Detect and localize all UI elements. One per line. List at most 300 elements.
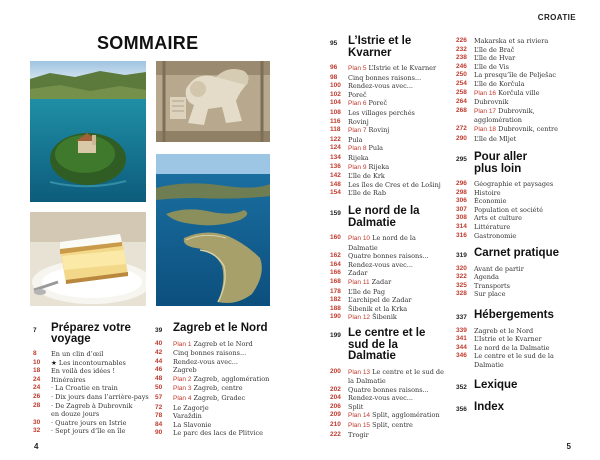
toc-entry[interactable] (330, 136, 445, 145)
toc-entry[interactable] (330, 82, 445, 91)
toc-entry-text (173, 404, 209, 413)
plan-label: Plan 18 (474, 125, 497, 133)
toc-entry-page: 344 (456, 343, 467, 351)
toc-entry-label: En voilà des idées ! (51, 367, 116, 376)
toc-entry-text (348, 64, 436, 74)
section-zagreb (155, 323, 285, 438)
lion-relief-photo (156, 61, 270, 142)
toc-entry-text (474, 80, 524, 89)
toc-entry-text (348, 91, 367, 100)
toc-entry[interactable] (330, 269, 445, 278)
toc-entry[interactable] (456, 71, 581, 80)
toc-entry-label: Rovinj (368, 126, 390, 135)
toc-entry-page: 48 (155, 374, 163, 382)
toc-entry-text (348, 189, 386, 198)
toc-entry-label: Rendez-vous avec... (173, 357, 238, 366)
toc-entry-label: Histoire (474, 188, 501, 197)
toc-entry-text (173, 384, 243, 394)
toc-entry-label: en douze jours (51, 410, 100, 419)
toc-entry[interactable] (330, 278, 445, 288)
toc-entry[interactable] (155, 366, 285, 375)
toc-entry[interactable] (330, 91, 445, 100)
toc-entry-text (348, 181, 441, 190)
toc-entry-page: 57 (155, 394, 163, 402)
toc-entry-page: 166 (330, 269, 341, 277)
toc-entry-label: Gastronomie (474, 231, 517, 240)
toc-entry-page: 26 (33, 392, 41, 400)
toc-entry-label: L’île de Mljet (474, 134, 517, 143)
toc-entry-text (348, 82, 413, 91)
toc-entry[interactable] (330, 368, 445, 386)
toc-entry-label: · La Croatie en train (51, 384, 118, 393)
toc-entry-label: Zagreb et le Nord (193, 339, 253, 348)
toc-entry-page: 200 (330, 367, 341, 375)
toc-entry[interactable] (330, 261, 445, 270)
toc-entry-text (173, 429, 263, 438)
toc-entry-text (474, 71, 556, 80)
toc-entry-page: 46 (155, 366, 163, 374)
plan-label: Plan 16 (474, 89, 497, 97)
plan-label: Plan 5 (348, 65, 367, 72)
plan-label: Plan 9 (348, 163, 367, 171)
toc-entry-label: L’île de Rab (348, 189, 387, 198)
section-lexique (456, 380, 581, 392)
entries-list (330, 368, 445, 440)
toc-entry-text (51, 359, 126, 368)
toc-entry-page: 118 (330, 126, 341, 134)
toc-entry[interactable] (330, 99, 445, 109)
toc-entry[interactable] (456, 180, 581, 189)
toc-entry-label: Arts et culture (474, 214, 522, 223)
toc-entry[interactable] (456, 54, 581, 63)
toc-entry-label: Zagreb, agglomération (193, 374, 270, 383)
toc-entry-page: 122 (330, 135, 341, 143)
cream-cake-photo (30, 212, 146, 306)
toc-entry-page: 296 (456, 180, 467, 187)
toc-entry[interactable] (330, 154, 445, 163)
toc-entry-label: Zadar (348, 269, 368, 278)
toc-entry-text (474, 197, 507, 206)
toc-entry[interactable] (330, 313, 445, 323)
toc-entry-label: L’île de Hvar (474, 54, 516, 63)
toc-entry-label: Rendez-vous avec... (348, 260, 413, 269)
toc-entry-text (474, 290, 505, 299)
toc-entry-text (348, 288, 385, 297)
toc-entry-page: 325 (456, 281, 467, 289)
toc-entry[interactable] (456, 232, 581, 241)
toc-entry-page: 100 (330, 82, 341, 90)
section-page-number: 295 (456, 156, 467, 163)
toc-entry-text (474, 282, 510, 291)
toc-entry-page: 164 (330, 260, 341, 268)
toc-entry[interactable] (456, 206, 581, 215)
toc-entry-label: Rovinj (348, 117, 369, 126)
section-title: Le nord de la Dalmatie (348, 205, 420, 229)
toc-entry-text (348, 261, 413, 270)
toc-entry-page: 210 (330, 421, 341, 429)
toc-entry-text (474, 327, 533, 336)
section-istrie (330, 36, 445, 198)
toc-entry-page: 202 (330, 385, 341, 393)
toc-entry-page: 134 (330, 153, 341, 161)
section-page-number: 356 (456, 406, 467, 413)
section-index (456, 402, 581, 414)
toc-entry-label: Dubrovnik, centre (498, 124, 558, 133)
running-head: CROATIE (537, 13, 576, 22)
toc-entry-text (348, 118, 369, 127)
toc-entry[interactable] (456, 189, 581, 198)
toc-entry[interactable] (330, 163, 445, 173)
entries-list (330, 64, 445, 198)
star-icon: ★ (51, 358, 57, 367)
toc-entry-page: 18 (33, 367, 41, 375)
toc-entry[interactable] (330, 288, 445, 297)
toc-entry-page: 188 (330, 304, 341, 312)
toc-entry-label: Itinéraires (51, 375, 86, 384)
toc-entry-page: 307 (456, 205, 467, 213)
toc-entry-text (474, 46, 514, 55)
section-page-number: 7 (33, 327, 37, 334)
toc-entry-text (348, 252, 429, 261)
section-page-number: 319 (456, 252, 467, 259)
toc-entry-label: L’île de Krk (348, 172, 385, 181)
toc-entry-text (348, 313, 397, 323)
toc-entry-label: L’Istrie et le Kvarner (474, 335, 542, 344)
entries-list (456, 265, 581, 299)
toc-entry-page: 168 (330, 277, 341, 285)
section-centre-sud (330, 328, 445, 439)
toc-entry-page: 102 (330, 90, 341, 98)
toc-entry-text (348, 126, 389, 136)
toc-entry[interactable] (456, 223, 581, 232)
toc-entry-page: 8 (33, 350, 37, 357)
toc-entry-text (474, 335, 542, 344)
toc-entry-label: · Dix jours dans l’arrière-pays (51, 392, 149, 401)
toc-entry-text (348, 154, 369, 163)
plan-label: Plan 14 (348, 412, 371, 420)
toc-entry-page: 124 (330, 144, 341, 152)
toc-entry-label: L’île de Korčula (474, 79, 525, 88)
toc-entry[interactable] (155, 340, 285, 350)
toc-entry-text (348, 394, 413, 403)
toc-entry-text (474, 54, 515, 63)
toc-entry-text (474, 107, 581, 125)
section-title: Préparez votre voyage (51, 322, 131, 345)
plan-label: Plan 7 (348, 127, 367, 135)
toc-entry-label: Pula (368, 144, 384, 153)
toc-entry-text (348, 109, 415, 118)
toc-entry[interactable] (456, 46, 581, 55)
toc-entry-label: Quatre bonnes raisons... (348, 385, 429, 394)
toc-entry-label: Zagreb, Gradec (193, 394, 246, 403)
toc-entry[interactable] (33, 419, 153, 428)
toc-entry-label: L’Istrie et le Kvarner (368, 64, 437, 72)
toc-entry-page: 28 (33, 401, 41, 409)
toc-entry-page: 44 (155, 357, 163, 365)
toc-entry-label: Les incontournables (58, 358, 126, 367)
toc-entry[interactable] (330, 431, 445, 440)
toc-entry-label: Pula (348, 135, 363, 144)
plan-label: Plan 4 (173, 395, 192, 403)
section-page-number: 199 (330, 332, 341, 339)
entries-list (155, 340, 285, 439)
toc-entry[interactable] (456, 265, 581, 274)
toc-entry-text (474, 206, 543, 215)
toc-entry[interactable] (330, 118, 445, 127)
toc-entry[interactable] (456, 37, 581, 46)
toc-entry[interactable] (330, 144, 445, 154)
toc-entry-text (348, 269, 368, 278)
toc-entry[interactable] (330, 403, 445, 412)
toc-entry-page: 42 (155, 349, 163, 357)
section-title: Carnet pratique (474, 247, 559, 259)
plan-label: Plan 8 (348, 145, 367, 153)
toc-entry-text (51, 419, 126, 428)
toc-entry-label: Les îles de Cres et de Lošinj (348, 180, 441, 189)
toc-entry-label: Quatre bonnes raisons... (348, 252, 429, 261)
toc-entry-text (474, 223, 510, 232)
plan-label: Plan 2 (173, 375, 192, 383)
toc-entry[interactable] (330, 181, 445, 190)
toc-entry[interactable] (330, 126, 445, 136)
toc-entry[interactable] (456, 214, 581, 223)
entries-list (456, 180, 581, 240)
toc-entry[interactable] (330, 296, 445, 305)
toc-entry-text (474, 273, 499, 282)
toc-entry-page: 90 (155, 429, 163, 437)
section-page-number: 95 (330, 40, 338, 47)
toc-entry[interactable] (456, 107, 581, 125)
plan-label: Plan 6 (348, 100, 367, 108)
toc-entry[interactable] (456, 135, 581, 144)
toc-entry-label: Varaždin (173, 412, 202, 421)
entries-list (456, 37, 581, 143)
toc-entry[interactable] (330, 172, 445, 181)
toc-entry[interactable] (155, 421, 285, 430)
toc-entry[interactable] (456, 282, 581, 291)
toc-entry[interactable] (155, 349, 285, 358)
entries-list (330, 234, 445, 323)
toc-entry-text (173, 421, 211, 430)
toc-entry-page: 24 (33, 375, 41, 383)
toc-entry-text (474, 180, 553, 189)
toc-entry[interactable] (155, 394, 285, 404)
toc-entry-text (474, 98, 508, 107)
toc-entry-text (474, 135, 516, 144)
toc-entry-page: 222 (330, 430, 341, 438)
plan-label: Plan 3 (173, 385, 192, 393)
toc-entry[interactable] (33, 402, 153, 411)
toc-entry-page: 40 (155, 339, 163, 347)
toc-entry-text (348, 421, 413, 431)
toc-entry-text (348, 296, 411, 305)
plan-label: Plan 15 (348, 422, 371, 430)
toc-entry[interactable] (330, 64, 445, 74)
toc-entry-page: 178 (330, 287, 341, 295)
toc-entry[interactable] (456, 344, 581, 353)
plan-label: Plan 12 (348, 314, 371, 322)
plan-label: Plan 17 (474, 107, 497, 115)
toc-entry-page: 142 (330, 172, 341, 180)
toc-entry-page: 339 (456, 326, 467, 334)
toc-entry[interactable] (33, 393, 153, 402)
toc-entry-label: Makarska et sa riviera (474, 37, 549, 45)
toc-entry-label: Zagreb et le Nord (474, 326, 534, 335)
toc-entry[interactable] (456, 352, 581, 369)
toc-entry[interactable] (456, 327, 581, 336)
toc-entry[interactable] (330, 411, 445, 421)
toc-entry[interactable] (330, 394, 445, 403)
toc-entry-text (173, 375, 269, 385)
toc-entry[interactable] (155, 384, 285, 394)
toc-entry[interactable] (456, 125, 581, 135)
toc-entry[interactable] (456, 89, 581, 99)
toc-entry-page: 98 (330, 73, 338, 81)
toc-entry[interactable] (456, 335, 581, 344)
toc-entry-page: 84 (155, 420, 163, 428)
toc-entry[interactable] (33, 376, 153, 385)
toc-entry[interactable] (330, 234, 445, 252)
toc-entry-label: Population et société (474, 205, 543, 214)
toc-entry-page: 268 (456, 106, 467, 114)
toc-entry-page: 254 (456, 79, 467, 87)
toc-entry[interactable] (33, 359, 153, 368)
toc-entry-page: 308 (456, 214, 467, 222)
toc-entry-page: 206 (330, 402, 341, 410)
section-page-number: 39 (155, 327, 163, 334)
toc-entry-page: 116 (330, 117, 341, 125)
toc-entry-label: Rendez-vous avec... (348, 82, 413, 91)
toc-entry[interactable] (33, 427, 153, 436)
toc-entry-text (348, 278, 391, 288)
toc-entry-label: Zagreb, centre (193, 384, 243, 393)
toc-entry-label: Sur place (474, 290, 506, 299)
toc-entry-label: Rijeka (348, 153, 369, 162)
toc-entry-label: L’île de Pag (348, 287, 386, 296)
toc-entry-label: Géographie et paysages (474, 180, 554, 188)
page-number-right: 5 (566, 442, 571, 451)
toc-entry-page: 320 (456, 264, 467, 272)
toc-entry-label: Split (348, 402, 364, 411)
toc-entry[interactable] (33, 350, 153, 359)
toc-entry-label: Split, agglomération (372, 411, 440, 420)
toc-entry-page: 204 (330, 394, 341, 402)
toc-entry-label: Avant de partir (474, 264, 524, 273)
toc-entry[interactable] (456, 273, 581, 282)
section-title: Pour aller plus loin (474, 151, 528, 175)
toc-entry-page: 314 (456, 222, 467, 230)
toc-entry[interactable] (330, 421, 445, 431)
toc-entry-label: Dubrovnik (474, 98, 509, 107)
toc-entry[interactable] (155, 375, 285, 385)
kornati-islands-photo (156, 154, 270, 306)
toc-entry[interactable] (456, 98, 581, 107)
toc-entry[interactable] (330, 109, 445, 118)
toc-entry[interactable] (155, 404, 285, 413)
section-title: Hébergements (474, 309, 554, 321)
toc-entry-page: 298 (456, 188, 467, 196)
toc-entry-text (474, 89, 539, 99)
entries-list (33, 350, 153, 436)
toc-entry-text (173, 349, 246, 358)
section-carnet (456, 248, 581, 299)
toc-entry-text (51, 393, 149, 402)
toc-entry-label: Rendez-vous avec... (348, 394, 413, 403)
toc-entry-label: Le centre et le sud de la Dalmatie (348, 367, 444, 386)
section-title: Le centre et le sud de la Dalmatie (348, 327, 426, 362)
section-page-number: 159 (330, 210, 341, 217)
toc-entry[interactable] (330, 252, 445, 261)
toc-entry-text (51, 384, 118, 393)
toc-entry[interactable] (155, 412, 285, 421)
plan-label: Plan 10 (348, 235, 371, 242)
toc-entry-text (348, 431, 369, 440)
toc-entry[interactable] (155, 429, 285, 438)
section-preparez (33, 323, 153, 436)
toc-entry[interactable] (33, 367, 153, 376)
toc-entry-text (474, 37, 548, 46)
toc-entry[interactable] (456, 290, 581, 299)
toc-entry[interactable] (33, 384, 153, 393)
toc-entry-page: 50 (155, 384, 163, 392)
toc-entry-page: 96 (330, 64, 338, 71)
toc-entry-page: 226 (456, 37, 467, 44)
toc-entry-label: Le centre et le sud de la Dalmatie (474, 352, 554, 369)
toc-entry[interactable] (330, 386, 445, 395)
section-suite (456, 37, 581, 143)
toc-entry-label: En un clin d’œil (51, 350, 104, 358)
toc-entry-page: 322 (456, 273, 467, 281)
toc-entry-text (474, 265, 524, 274)
section-page-number: 352 (456, 384, 467, 391)
toc-entry-label: Trogir (348, 430, 369, 439)
toc-entry-label: Zagreb (173, 366, 197, 375)
toc-entry-page: 108 (330, 108, 341, 116)
toc-entry-label: Šibenik (372, 313, 397, 322)
toc-entry-page: 290 (456, 134, 467, 142)
toc-entry-label: Šibenik et la Krka (348, 304, 408, 313)
toc-entry-label: Cinq bonnes raisons... (173, 349, 247, 358)
toc-entry[interactable] (456, 80, 581, 89)
toc-entry-text (474, 125, 558, 135)
toc-entry-text (348, 368, 445, 386)
toc-entry[interactable] (33, 410, 153, 419)
section-nord-dalmatie (330, 206, 445, 323)
toc-entry-label: Le nord de la Dalmatie (474, 343, 550, 352)
toc-entry-text (173, 358, 238, 367)
toc-entry-text (348, 74, 421, 83)
toc-entry[interactable] (155, 358, 285, 367)
toc-entry-label: L’île de Brač (474, 45, 515, 54)
toc-entry-label: Le nord de la Dalmatie (348, 234, 416, 252)
island-lake-photo (30, 61, 146, 202)
toc-entry-label: Économie (474, 197, 507, 206)
toc-entry-label: Dubrovnik, agglomération (474, 106, 535, 125)
toc-entry-page: 182 (330, 296, 341, 304)
section-title: L’Istrie et le Kvarner (348, 35, 412, 59)
toc-entry-label: Le Zagorje (173, 403, 209, 412)
toc-entry[interactable] (456, 197, 581, 206)
toc-entry[interactable] (330, 74, 445, 83)
toc-entry[interactable] (330, 189, 445, 198)
toc-entry-label: Littérature (474, 222, 511, 231)
toc-entry-text (348, 163, 389, 173)
toc-entry-label: Poreč (348, 90, 367, 99)
toc-entry-text (51, 367, 115, 376)
toc-entry-label: Les villages perchés (348, 108, 415, 117)
entries-list (456, 327, 581, 370)
toc-entry-label: Le parc des lacs de Plitvice (173, 429, 263, 438)
